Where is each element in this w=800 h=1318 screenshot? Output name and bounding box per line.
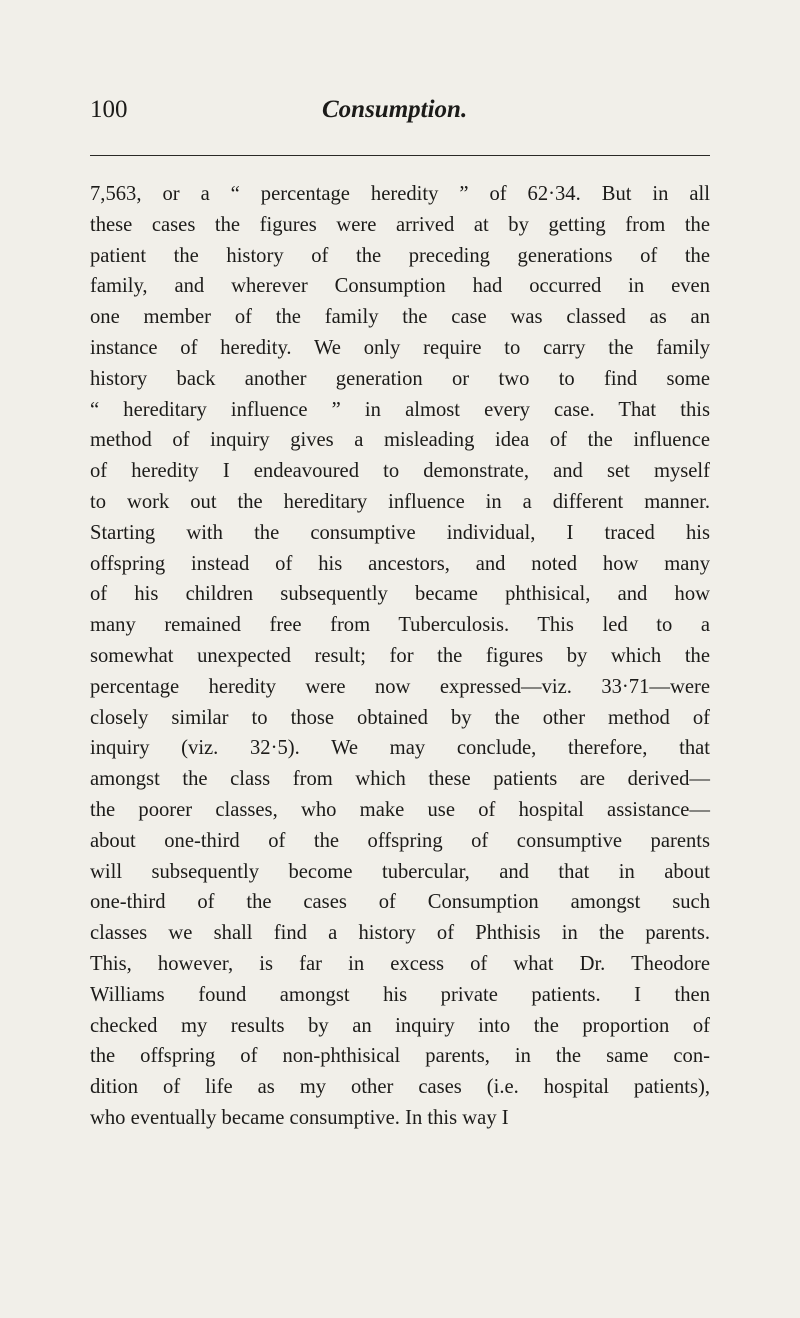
text-line: family, and wherever Consumption had occurred in even [90,275,710,298]
text-line: of heredity I endeavoured to demonstrate, and set myself [90,460,710,483]
text-line: one-third of the cases of Consumption amongst such [90,891,710,914]
text-line: the offspring of non-phthisical parents, in the same con- [90,1045,710,1068]
text-line: who eventually became consumptive. In this way I [90,1106,509,1129]
text-line: percentage heredity were now expressed—viz. 33·71—were [90,675,710,698]
text-line: inquiry (viz. 32·5). We may conclude, therefore, that [90,737,710,760]
text-line: the poorer classes, who make use of hospital assistance— [90,798,710,821]
text-line: This, however, is far in excess of what Dr. Theodore [90,952,710,975]
text-line: somewhat unexpected result; for the figures by which the [90,644,710,667]
text-line: instance of heredity. We only require to carry the family [90,336,710,359]
text-line: Williams found amongst his private patients. I then [90,983,710,1006]
text-line: classes we shall find a history of Phthisis in the parents. [90,922,710,945]
text-line: about one-third of the offspring of consumptive parents [90,829,710,852]
page-number: 100 [90,96,128,123]
text-line: of his children subsequently became phthisical, and how [90,583,710,606]
text-line: offspring instead of his ancestors, and noted how many [90,552,710,575]
text-line: amongst the class from which these patients are derived— [90,768,710,791]
text-line: method of inquiry gives a misleading idea of the influence [90,429,710,452]
text-line: checked my results by an inquiry into the proportion of [90,1014,710,1037]
text-line: one member of the family the case was classed as an [90,306,710,329]
header-rule [90,155,710,156]
text-line: these cases the figures were arrived at by getting from the [90,213,710,236]
text-line: Starting with the consumptive individual, I traced his [90,521,710,544]
text-line: closely similar to those obtained by the other method of [90,706,710,729]
text-line: to work out the hereditary influence in a different manner. [90,490,710,513]
running-title: Consumption. [322,96,468,123]
text-line: many remained free from Tuberculosis. This led to a [90,614,710,637]
text-line: patient the history of the preceding generations of the [90,244,710,267]
text-line: dition of life as my other cases (i.e. hospital patients), [90,1076,710,1099]
text-line: history back another generation or two to find some [90,367,710,390]
page-header [90,96,710,138]
body-paragraph [90,179,710,1134]
text-line: will subsequently become tubercular, and that in about [90,860,710,883]
text-line: “ hereditary influence ” in almost every case. That this [90,398,710,421]
text-line: 7,563, or a “ percentage heredity ” of 62·34. But in all [90,183,710,205]
